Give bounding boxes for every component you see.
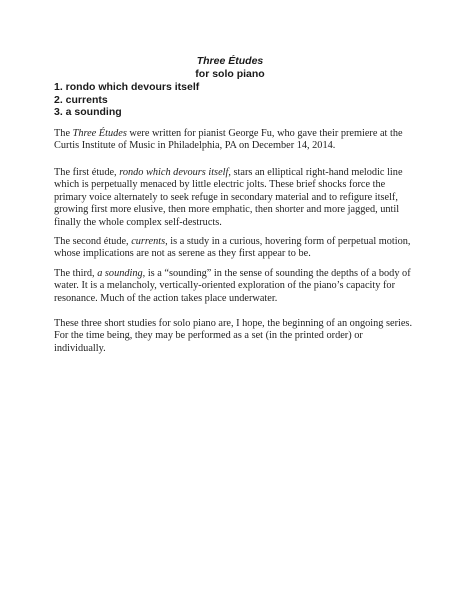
- text-run: The third,: [54, 268, 98, 279]
- page-subtitle: for solo piano: [195, 68, 265, 80]
- movement-list: [54, 81, 199, 119]
- text-run: The: [54, 128, 73, 139]
- paragraph-premiere: [54, 128, 414, 153]
- italic-movement-title: rondo which devours itself: [119, 167, 229, 178]
- text-run: , is a study in a curious, hovering form of perpetual motion, whose implications are not as serene as they first appear to be.: [54, 236, 411, 260]
- italic-work-title: Three Études: [72, 128, 127, 139]
- paragraph-second-etude: [54, 236, 414, 261]
- text-run: , is a “sounding” in the sense of sounding the depths of a body of water. It is a melancholy, vertically-oriented exploration of the piano’s capacity for resonance. Much of the action takes place underwater.: [54, 268, 411, 304]
- text-run: The second étude,: [54, 236, 132, 247]
- title-block: [0, 55, 460, 81]
- paragraph-third-etude: [54, 268, 414, 305]
- text-run: These three short studies for solo piano are, I hope, the beginning of an ongoing series. For the time being, they may be performed as a set (in the printed order) or individually.: [54, 318, 413, 354]
- italic-movement-title: a sounding: [97, 268, 143, 279]
- movement-item-3: 3. a sounding: [54, 106, 122, 118]
- paragraph-series-note: [54, 318, 414, 355]
- paragraph-first-etude: [54, 167, 414, 229]
- text-run: , stars an elliptical right-hand melodic line which is perpetually menaced by little electric jolts. These brief shocks force the primary voice alternately to seek refuge in secondary material and to refigure itself, growing first more elusive, then more emphatic, then shorter and more jagged, until finally the whole complex self-destructs.: [54, 167, 403, 228]
- movement-item-2: 2. currents: [54, 93, 108, 106]
- movement-item-1: 1. rondo which devours itself: [54, 81, 200, 93]
- page-title: Three Études: [196, 55, 264, 67]
- text-run: The first étude,: [54, 167, 120, 178]
- italic-movement-title: currents: [131, 236, 166, 247]
- text-run: were written for pianist George Fu, who gave their premiere at the Curtis Institute of Music in Philadelphia, PA on December 14, 2014.: [54, 128, 403, 152]
